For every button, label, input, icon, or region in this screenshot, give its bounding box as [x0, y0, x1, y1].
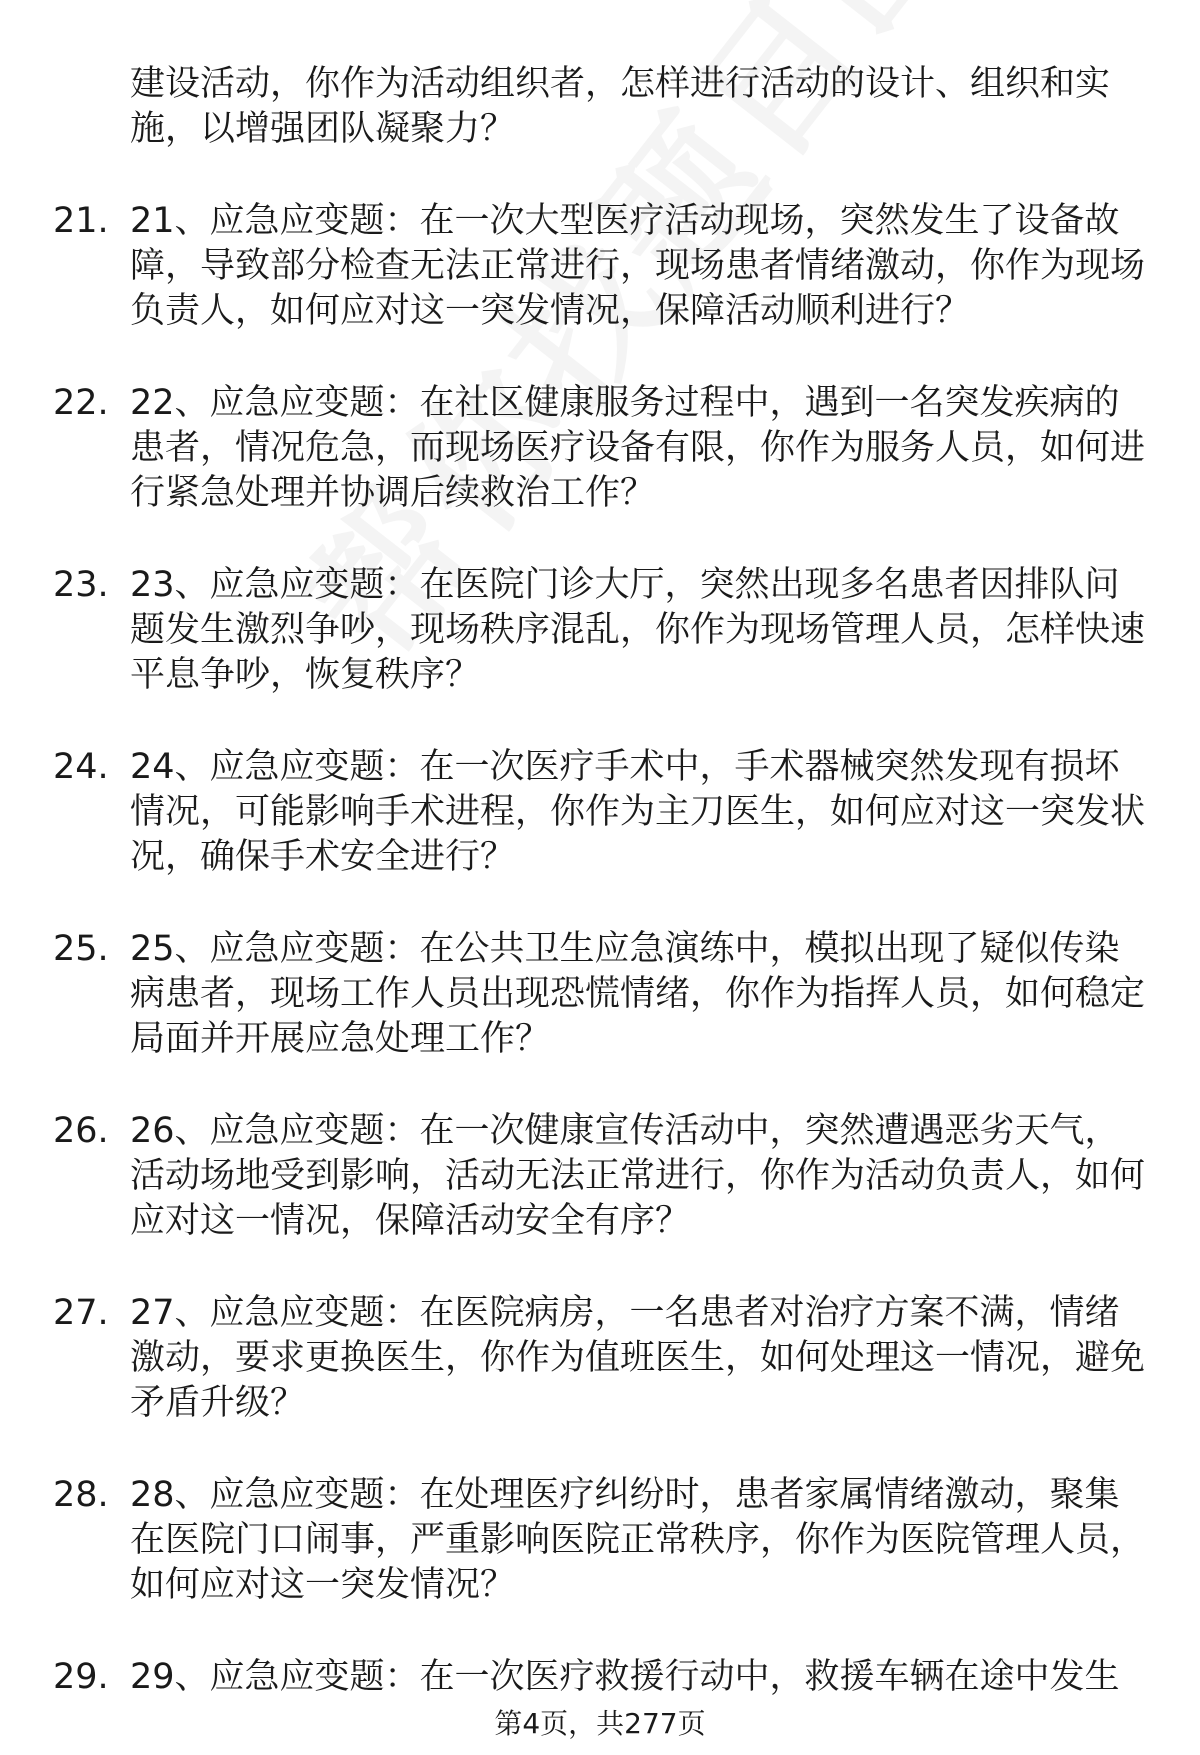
- question-item: [0, 199, 1200, 334]
- question-text: 28、应急应变题：在处理医疗纠纷时，患者家属情绪激动，聚集在医院门口闹事，严重影响医院正常秩序，你作为医院管理人员，如何应对这一突发情况？: [130, 1475, 1146, 1605]
- question-number: 26.: [53, 1111, 109, 1151]
- question-item: [0, 1291, 1200, 1426]
- question-number: 23.: [53, 565, 109, 605]
- question-number: 25.: [53, 929, 109, 969]
- question-item: [0, 381, 1200, 516]
- question-text: 25、应急应变题：在公共卫生应急演练中，模拟出现了疑似传染病患者，现场工作人员出现恐慌情绪，你作为指挥人员，如何稳定局面并开展应急处理工作？: [130, 929, 1146, 1059]
- question-number: 21.: [53, 201, 109, 241]
- question-list: [0, 199, 1200, 1700]
- document-body: [0, 62, 1200, 1747]
- question-item: [0, 1473, 1200, 1608]
- question-text: 29、应急应变题：在一次医疗救援行动中，救援车辆在途中发生: [130, 1657, 1120, 1697]
- question-text: 21、应急应变题：在一次大型医疗活动现场，突然发生了设备故障，导致部分检查无法正常进行，现场患者情绪激动，你作为现场负责人，如何应对这一突发情况，保障活动顺利进行？: [130, 201, 1146, 331]
- page-footer: 第4页，共277页: [494, 1707, 706, 1740]
- question-number: 24.: [53, 747, 109, 787]
- question-text: 27、应急应变题：在医院病房，一名患者对治疗方案不满，情绪激动，要求更换医生，你作为值班医生，如何处理这一情况，避免矛盾升级？: [130, 1293, 1146, 1423]
- continuation-text: 建设活动，你作为活动组织者，怎样进行活动的设计、组织和实施，以增强团队凝聚力？: [130, 64, 1111, 149]
- question-text: 22、应急应变题：在社区健康服务过程中，遇到一名突发疾病的患者，情况危急，而现场医疗设备有限，你作为服务人员，如何进行紧急处理并协调后续救治工作？: [130, 383, 1146, 513]
- question-number: 27.: [53, 1293, 109, 1333]
- question-item: [0, 563, 1200, 698]
- question-item: [0, 1109, 1200, 1244]
- question-text: 26、应急应变题：在一次健康宣传活动中，突然遭遇恶劣天气，活动场地受到影响，活动无法正常进行，你作为活动负责人，如何应对这一情况，保障活动安全有序？: [130, 1111, 1146, 1241]
- question-text: 24、应急应变题：在一次医疗手术中，手术器械突然发现有损坏情况，可能影响手术进程，你作为主刀医生，如何应对这一突发状况，确保手术安全进行？: [130, 747, 1146, 877]
- question-number: 29.: [53, 1657, 109, 1697]
- question-number: 22.: [53, 383, 109, 423]
- question-item: [0, 745, 1200, 880]
- continuation-paragraph: [0, 62, 1200, 152]
- question-text: 23、应急应变题：在医院门诊大厅，突然出现多名患者因排队问题发生激烈争吵，现场秩序混乱，你作为现场管理人员，怎样快速平息争吵，恢复秩序？: [130, 565, 1146, 695]
- question-item: [0, 1655, 1200, 1700]
- question-number: 28.: [53, 1475, 109, 1515]
- question-item: [0, 927, 1200, 1062]
